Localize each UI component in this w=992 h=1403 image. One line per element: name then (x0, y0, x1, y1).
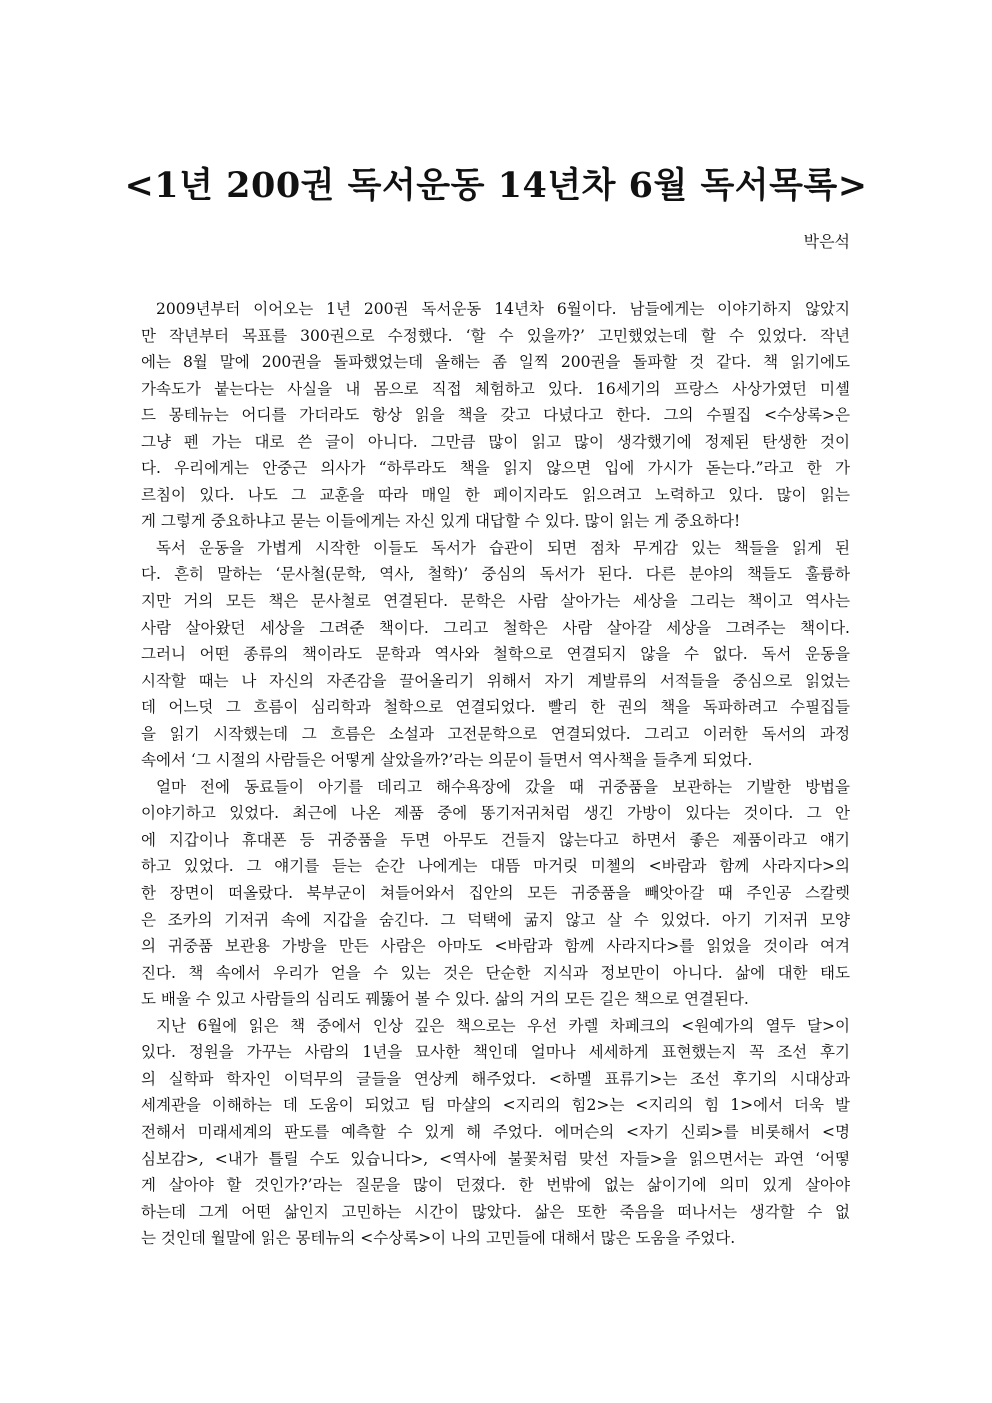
text-line: 다. 우리에게는 안중근 의사가 “하루라도 책을 읽지 않으면 입에 가시가 돋는다.”라고 한 가 (141, 459, 850, 478)
text-line: 게 살아야 할 것인가?’라는 질문을 많이 던졌다. 한 번밖에 없는 삶이기에 의미 있게 살아야 (141, 1176, 850, 1195)
text-line: 드 몽테뉴는 어디를 가더라도 항상 읽을 책을 갖고 다녔다고 한다. 그의 수필집 <수상록>은 (141, 406, 850, 425)
text-line: 그러니 어떤 종류의 책이라도 문학과 역사와 철학으로 연결되지 않을 수 없다. 독서 운동을 (141, 645, 850, 664)
text-line: 의 실학파 학자인 이덕무의 글들을 연상케 해주었다. <하멜 표류기>는 조선 후기의 시대상과 (141, 1069, 850, 1088)
document-title: <1년 200권 독서운동 14년차 6월 독서목록> (124, 165, 868, 206)
text-line: 은 조카의 기저귀 속에 지갑을 숨긴다. 그 덕택에 굶지 않고 살 수 있었다. 아기 기저귀 모양 (141, 910, 850, 929)
text-line: 다. 흔히 말하는 ‘문사철(문학, 역사, 철학)’ 중심의 독서가 된다. 다른 분야의 책들도 훌륭하 (141, 565, 850, 584)
text-line: 한 장면이 떠올랐다. 북부군이 쳐들어와서 집안의 모든 귀중품을 빼앗아갈 때 주인공 스칼렛 (141, 884, 850, 903)
text-line: 얼마 전에 동료들이 아기를 데리고 해수욕장에 갔을 때 귀중품을 보관하는 기발한 방법을 (156, 777, 850, 796)
text-line: 세계관을 이해하는 데 도움이 되었고 팀 마샬의 <지리의 힘2>는 <지리의 힘 1>에서 더욱 발 (141, 1096, 850, 1115)
text-line: 지난 6월에 읽은 책 중에서 인상 깊은 책으로는 우선 카렐 차페크의 <원예가의 열두 달>이 (156, 1016, 850, 1035)
document-body (141, 296, 850, 1252)
text-line: 사람 살아왔던 세상을 그려준 책이다. 그리고 철학은 사람 살아갈 세상을 그려주는 책이다. (141, 618, 850, 637)
text-line: 을 읽기 시작했는데 그 흐름은 소설과 고전문학으로 연결되었다. 그리고 이러한 독서의 과정 (141, 724, 850, 743)
text-line: 도 배울 수 있고 사람들의 심리도 꿰뚫어 볼 수 있다. 삶의 거의 모든 길은 책으로 연결된다. (141, 990, 749, 1009)
text-line: 하는데 그게 어떤 삶인지 고민하는 시간이 많았다. 삶은 또한 죽음을 떠나서는 생각할 수 없 (141, 1202, 850, 1221)
text-line: 시작할 때는 나 자신의 자존감을 끌어올리기 위해서 자기 계발류의 서적들을 중심으로 읽었는 (141, 671, 850, 690)
text-line: 게 그렇게 중요하냐고 묻는 이들에게는 자신 있게 대답할 수 있다. 많이 읽는 게 중요하다! (141, 512, 741, 531)
text-line: 지만 거의 모든 책은 문사철로 연결된다. 문학은 사람 살아가는 세상을 그리는 책이고 역사는 (141, 592, 850, 611)
text-line: 2009년부터 이어오는 1년 200권 독서운동 14년차 6월이다. 남들에게는 이야기하지 않았지 (156, 300, 850, 318)
text-line: 르침이 있다. 나도 그 교훈을 따라 매일 한 페이지라도 읽으려고 노력하고 있다. 많이 읽는 (141, 485, 850, 504)
text-line: 하고 있었다. 그 얘기를 듣는 순간 나에게는 대뜸 마거릿 미첼의 <바람과 함께 사라지다>의 (141, 857, 850, 876)
text-line: 독서 운동을 가볍게 시작한 이들도 독서가 습관이 되면 점차 무게감 있는 책들을 읽게 된 (156, 538, 850, 557)
text-line: 에 지갑이나 휴대폰 등 귀중품을 두면 아무도 건들지 않는다고 하면서 좋은 제품이라고 얘기 (141, 830, 850, 849)
text-line: 만 작년부터 목표를 300권으로 수정했다. ‘할 수 있을까?’ 고민했었는데 할 수 있었다. 작년 (141, 326, 850, 345)
author-name: 박은석 (803, 232, 850, 251)
text-line: 가속도가 붙는다는 사실을 내 몸으로 직접 체험하고 있다. 16세기의 프랑스 사상가였던 미셸 (141, 379, 850, 398)
text-line: 진다. 책 속에서 우리가 얻을 수 있는 것은 단순한 지식과 정보만이 아니다. 삶에 대한 태도 (141, 963, 850, 982)
text-line: 심보감>, <내가 틀릴 수도 있습니다>, <역사에 불꽃처럼 맞선 자들>을 읽으면서는 과연 ‘어떻 (141, 1149, 850, 1168)
text-line: 이야기하고 있었다. 최근에 나온 제품 중에 똥기저귀처럼 생긴 가방이 있다는 것이다. 그 안 (141, 804, 850, 823)
text-line: 그냥 펜 가는 대로 쓴 글이 아니다. 그만큼 많이 읽고 많이 생각했기에 정제된 탄생한 것이 (141, 432, 850, 451)
text-line: 에는 8월 말에 200권을 돌파했었는데 올해는 좀 일찍 200권을 돌파할 것 같다. 책 읽기에도 (141, 353, 850, 372)
text-line: 있다. 정원을 가꾸는 사람의 1년을 묘사한 책인데 얼마나 세세하게 표현했는지 꼭 조선 후기 (141, 1043, 850, 1062)
text-line: 전해서 미래세계의 판도를 예측할 수 있게 해 주었다. 에머슨의 <자기 신뢰>를 비롯해서 <명 (141, 1122, 850, 1141)
text-line: 데 어느덧 그 흐름이 심리학과 철학으로 연결되었다. 빨리 한 권의 책을 독파하려고 수필집들 (141, 698, 850, 717)
text-line: 는 것인데 월말에 읽은 몽테뉴의 <수상록>이 나의 고민들에 대해서 많은 도움을 주었다. (141, 1229, 736, 1248)
text-line: 의 귀중품 보관용 가방을 만든 사람은 아마도 <바람과 함께 사라지다>를 읽었을 것이라 여겨 (141, 937, 850, 956)
text-line: 속에서 ‘그 시절의 사람들은 어떻게 살았을까?’라는 의문이 들면서 역사책을 들추게 되었다. (141, 751, 753, 770)
